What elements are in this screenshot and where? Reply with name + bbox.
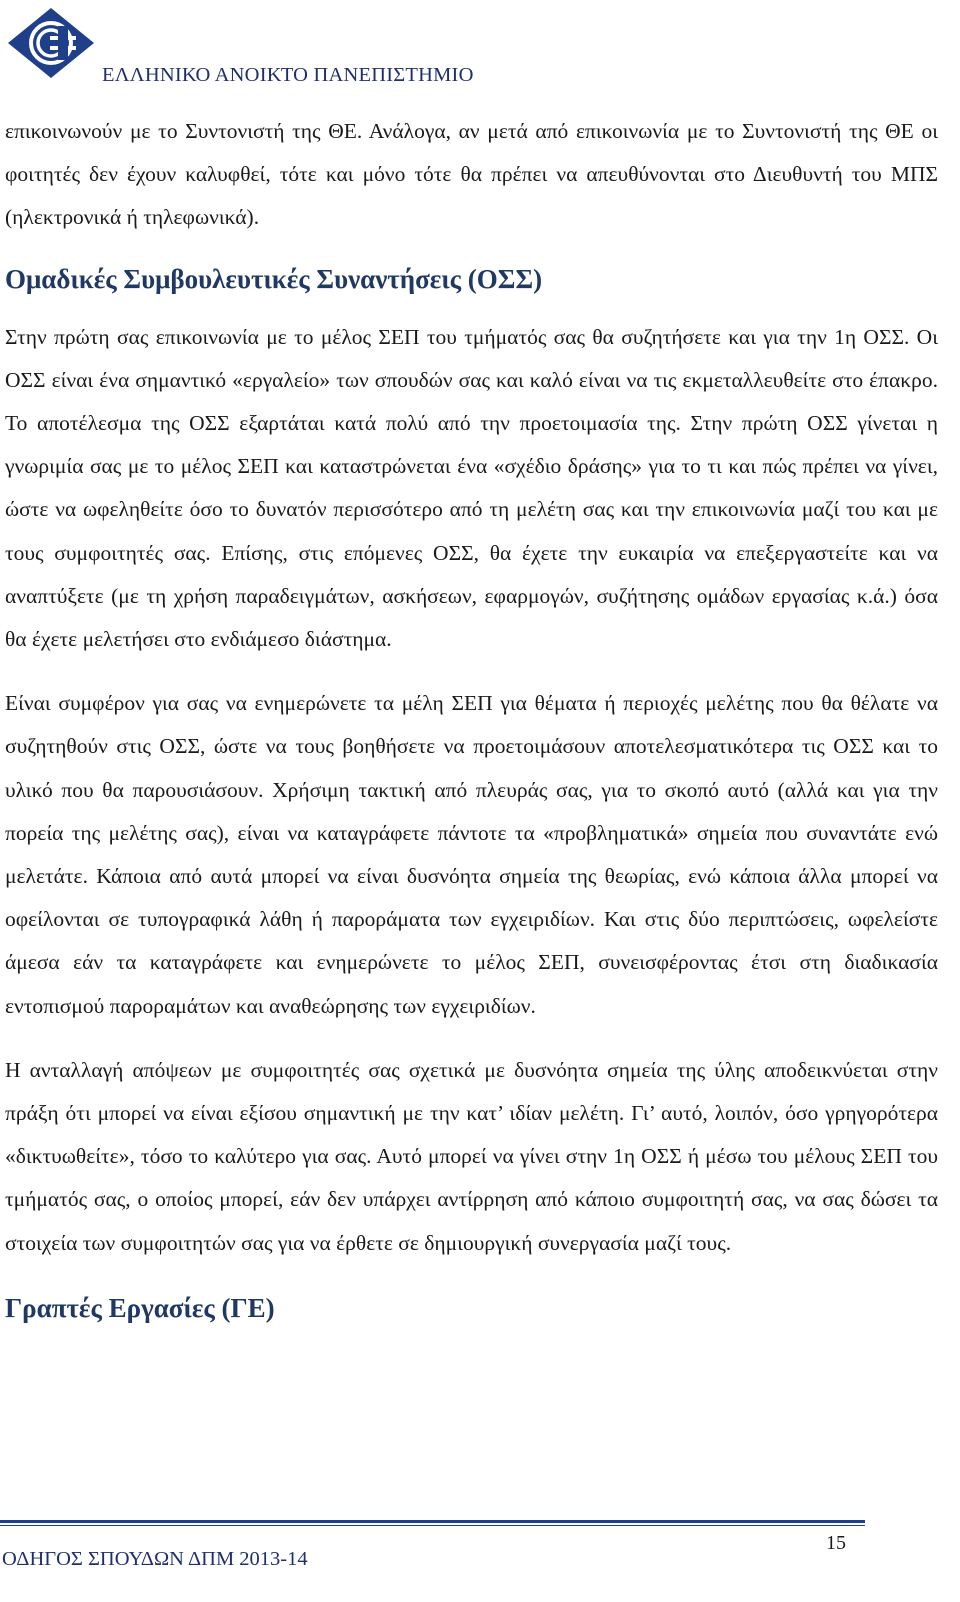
guide-title: ΟΔΗΓΟΣ ΣΠΟΥΔΩΝ ΔΠΜ 2013-14 [2, 1548, 308, 1570]
section-heading-ge-wrap [5, 1293, 938, 1323]
page-header [0, 0, 960, 100]
section-heading-oss: Ομαδικές Συμβουλευτικές Συναντήσεις (ΟΣΣ) [5, 263, 543, 294]
document-body [5, 110, 938, 1323]
section-heading-ge: Γραπτές Εργασίες (ΓΕ) [5, 1292, 275, 1323]
page-footer [0, 1520, 960, 1602]
university-name: ΕΛΛΗΝΙΚΟ ΑΝΟΙΚΤΟ ΠΑΝΕΠΙΣΤΗΜΙΟ [102, 64, 474, 86]
eap-logo-icon [6, 6, 96, 80]
paragraph-oss-1: Στην πρώτη σας επικοινωνία με το μέλος ΣΕΠ του τμήματός σας θα συζητήσετε και για την 1η ΟΣΣ. Οι ΟΣΣ είναι ένα σημαντικό «εργαλείο» των σπουδών σας και καλό είναι να τις εκμεταλλευθείτε στο έπακρο. Το αποτέλεσμα της ΟΣΣ εξαρτάται κατά πολύ από την προετοιμασία της. Στην πρώτη ΟΣΣ γίνεται η γνωριμία σας με το μέλος ΣΕΠ και καταστρώνεται ένα «σχέδιο δράσης» για το τι και πώς πρέπει να γίνει, ώστε να ωφεληθείτε όσο το δυνατόν περισσότερο από τη μελέτη σας και την επικοινωνία μαζί του και με τους συμφοιτητές σας. Επίσης, στις επόμενες ΟΣΣ, θα έχετε την ευκαιρία να επεξεργαστείτε και να αναπτύξετε (με τη χρήση παραδειγμάτων, ασκήσεων, εφαρμογών, συζήτησης ομάδων εργασίας κ.ά.) όσα θα έχετε μελετήσει στο ενδιάμεσο διάστημα. [5, 324, 938, 652]
paragraph-oss-2: Είναι συμφέρον για σας να ενημερώνετε τα μέλη ΣΕΠ για θέματα ή περιοχές μελέτης που θα θέλατε να συζητηθούν στις ΟΣΣ, ώστε να τους βοηθήσετε να προετοιμάσουν αποτελεσματικότερα τις ΟΣΣ και το υλικό που θα παρουσιάσουν. Χρήσιμη τακτική από πλευράς σας, για το σκοπό αυτό (αλλά και για την πορεία της μελέτης σας), είναι να καταγράφετε πάντοτε τα «προβληματικά» σημεία που συναντάτε ενώ μελετάτε. Κάποια από αυτά μπορεί να είναι δυσνόητα σημεία της θεωρίας, ενώ κάποια άλλα μπορεί να οφείλονται σε τυπογραφικά λάθη ή παροράματα των εγχειριδίων. Και στις δύο περιπτώσεις, ωφελείστε άμεσα εάν τα καταγράφετε και ενημερώνετε το μέλος ΣΕΠ, συνεισφέροντας έτσι στη διαδικασία εντοπισμού παροραμάτων και αναθεώρησης των εγχειριδίων. [5, 691, 938, 1018]
page-number: 15 [826, 1532, 846, 1554]
footer-divider-thin [0, 1525, 865, 1526]
section-heading-oss-wrap [5, 264, 938, 294]
intro-paragraph: επικοινωνούν με το Συντονιστή της ΘΕ. Ανάλογα, αν μετά από επικοινωνία με το Συντονιστή της ΘΕ οι φοιτητές δεν έχουν καλυφθεί, τότε και μόνο τότε θα πρέπει να απευθύνονται στο Διευθυντή του ΜΠΣ (ηλεκτρονικά ή τηλεφωνικά). [5, 119, 938, 230]
footer-divider [0, 1520, 865, 1523]
paragraph-oss-3: Η ανταλλαγή απόψεων με συμφοιτητές σας σχετικά με δυσνόητα σημεία της ύλης αποδεικνύεται στην πράξη ότι μπορεί να είναι εξίσου σημαντική με την κατ’ ιδίαν μελέτη. Γι’ αυτό, λοιπόν, όσο γρηγορότερα «δικτυωθείτε», τόσο το καλύτερο για σας. Αυτό μπορεί να γίνει στην 1η ΟΣΣ ή μέσω του μέλους ΣΕΠ του τμήματός σας, ο οποίος μπορεί, εάν δεν υπάρχει αντίρρηση από κάποιο συμφοιτητή σας, να σας δώσει τα στοιχεία των συμφοιτητών σας για να έρθετε σε δημιουργική συνεργασία μαζί τους. [5, 1057, 938, 1255]
